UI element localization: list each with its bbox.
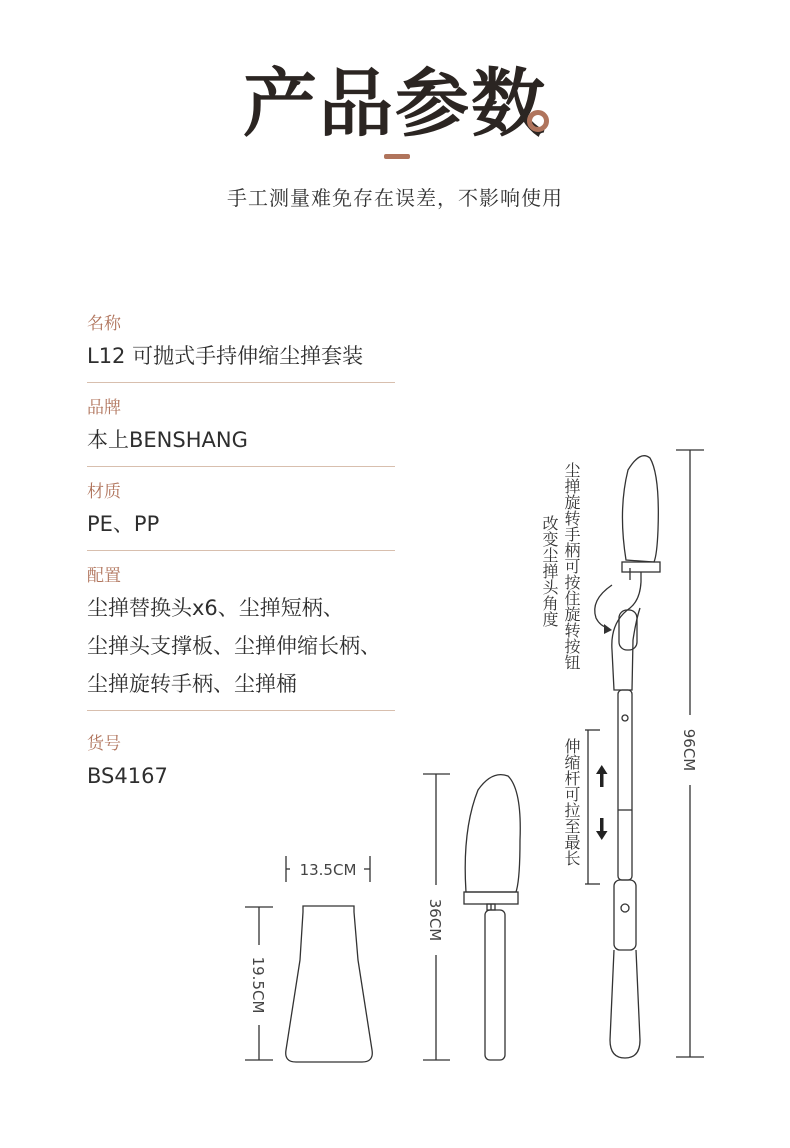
param-label: 材质 [87, 482, 121, 502]
param-value-line: 尘掸替换头x6、尘掸短柄、 [87, 596, 344, 620]
short-duster-illustration [464, 775, 520, 1060]
bucket-illustration [286, 906, 373, 1062]
param-value-line: 尘掸头支撑板、尘掸伸缩长柄、 [87, 634, 381, 658]
angle-change-note: 改变尘掸头角度 [540, 515, 559, 627]
arrow-up-icon [596, 765, 608, 787]
param-value: L12 可抛式手持伸缩尘掸套装 [87, 344, 364, 368]
short-duster-length-label: 36CM [426, 898, 444, 942]
rotate-arrow-icon [595, 585, 612, 628]
bucket-height-label: 19.5CM [249, 956, 267, 1014]
param-value: PE、PP [87, 512, 160, 536]
telescope-bracket [585, 730, 600, 884]
telescope-arrows [596, 765, 608, 840]
param-label: 名称 [87, 314, 121, 334]
rotate-arrowhead-icon [604, 624, 612, 634]
long-duster-illustration [610, 456, 660, 1058]
bucket-width-label: 13.5CM [299, 861, 357, 879]
param-value: 本上BENSHANG [87, 428, 248, 452]
arrow-down-icon [596, 818, 608, 840]
long-duster-length-label: 96CM [680, 728, 698, 772]
param-value: BS4167 [87, 764, 168, 788]
page-title: 产品参数 [243, 61, 547, 147]
rotate-handle-note: 尘掸旋转手柄可按住旋转按钮 [562, 462, 581, 670]
param-value-line: 尘掸旋转手柄、尘掸桶 [87, 672, 297, 696]
telescope-note: 伸缩杆可拉至最长 [562, 738, 581, 866]
param-label: 品牌 [87, 398, 121, 418]
param-label: 货号 [87, 734, 121, 754]
param-label: 配置 [87, 566, 121, 586]
measurement-note: 手工测量难免存在误差，不影响使用 [227, 186, 563, 210]
